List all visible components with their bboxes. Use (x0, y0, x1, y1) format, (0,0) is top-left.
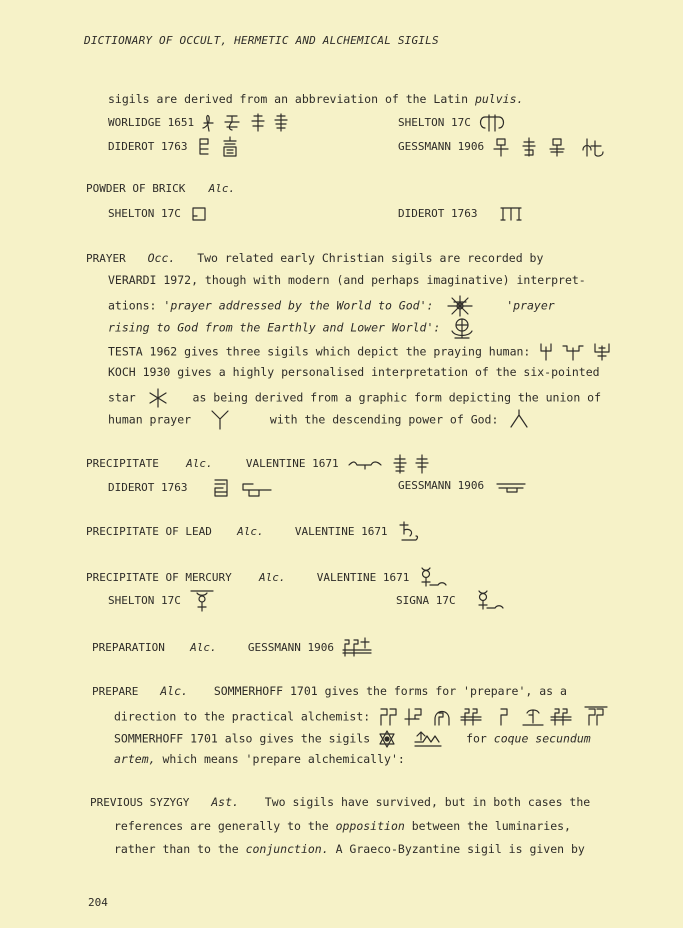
prayer-quote-rising: 'prayer (506, 298, 555, 313)
precipitate-diderot-row (108, 476, 279, 500)
source-diderot: DIDEROT 1763 (108, 481, 188, 494)
syzygy-conjunction: conjunction. (245, 842, 329, 856)
prepare-for-text: for (466, 731, 494, 746)
pulvis-diderot-sigils-icon (194, 136, 254, 158)
pulvis-shelton-row (398, 113, 507, 133)
prayer-world-to-god-sigil-icon (440, 294, 480, 318)
entry-precipitate-of-mercury (86, 566, 452, 590)
term: PREPARE (92, 685, 139, 698)
source-diderot: DIDEROT 1763 (108, 140, 188, 153)
term: POWDER OF BRICK (86, 182, 186, 195)
source-shelton: SHELTON 17C (108, 207, 181, 220)
source-gessmann: GESSMANN 1906 (247, 641, 334, 654)
precipitate-mercury-shelton-sigil-icon (187, 589, 217, 613)
prayer-line-1: Two related early Christian sigils are recorded by (197, 251, 544, 265)
entry-powder-of-brick (86, 181, 235, 197)
prepare-line-1: SOMMERHOFF 1701 gives the forms for 'prepare', as a (213, 684, 567, 698)
entry-preparation (92, 636, 377, 660)
prayer-human-text: human prayer (108, 412, 192, 427)
prayer-line-3-text: ations: (108, 298, 164, 313)
term: PREPARATION (92, 641, 165, 654)
precipitate-mercury-signa-sigil-icon (473, 589, 509, 613)
prayer-line-2: VERARDI 1972, though with modern (and perhaps imaginative) interpret- (108, 273, 586, 287)
powder-of-brick-diderot-row (398, 205, 525, 223)
coque-secundum-sigils-icon (377, 728, 459, 750)
prayer-line-7 (108, 388, 601, 408)
term: PRAYER (86, 252, 126, 265)
entry-prepare (92, 683, 567, 700)
precipitate-mercury-valentine-sigil-icon (416, 566, 452, 590)
pulvis-latin-word: pulvis. (474, 92, 524, 106)
pulvis-intro (108, 91, 523, 107)
source-valentine: VALENTINE 1671 (316, 571, 410, 584)
brick-diderot-sigil-icon (497, 205, 525, 223)
precipitate-valentine-sigils-icon (345, 453, 435, 475)
term: PREVIOUS SYZYGY (90, 796, 190, 809)
entry-prayer (86, 250, 543, 267)
pulvis-worlidge-sigils-icon (201, 113, 297, 133)
precipitate-mercury-shelton-row (108, 589, 217, 613)
pulvis-diderot-row (108, 136, 254, 158)
prayer-testa-text: TESTA 1962 gives three sigils which depict the praying human: (108, 344, 531, 359)
source-valentine: VALENTINE 1671 (245, 457, 339, 470)
syzygy-line-1: Two sigils have survived, but in both cases the (264, 795, 591, 809)
preparation-sigil-icon (341, 636, 377, 660)
prepare-direction-text: direction to the practical alchemist: (114, 709, 371, 724)
prayer-descending-text: with the descending power of God: (269, 412, 499, 427)
prepare-line-4 (114, 751, 405, 767)
category-tag: Occ. (147, 251, 176, 265)
entry-precipitate-of-lead (86, 520, 424, 544)
six-pointed-star-icon (143, 388, 173, 408)
source-gessmann: GESSMANN 1906 (398, 479, 485, 492)
category-tag: Alc. (258, 571, 286, 584)
precipitate-lead-sigil-icon (394, 520, 424, 544)
prayer-rising-sigil-icon (447, 316, 477, 340)
prepare-also-text: SOMMERHOFF 1701 also gives the sigils (114, 731, 371, 746)
prepare-artem-text: artem, (114, 752, 156, 766)
syzygy-text-c: rather than to the (114, 842, 246, 856)
syzygy-line-2 (114, 818, 571, 834)
term: PRECIPITATE OF MERCURY (86, 571, 232, 584)
prayer-quote-world: 'prayer addressed by the World to God': (163, 298, 434, 313)
term: PRECIPITATE OF LEAD (86, 525, 212, 538)
syzygy-text-b: between the luminaries, (404, 819, 571, 833)
prepare-line-3 (114, 728, 591, 750)
syzygy-text-d: A Graeco-Byzantine sigil is given by (328, 842, 585, 856)
prepare-meaning-text: which means 'prepare alchemically': (155, 752, 405, 766)
precipitate-gessmann-sigil-icon (491, 476, 531, 496)
prayer-line-3 (108, 294, 555, 318)
pulvis-shelton-sigil-icon (477, 113, 507, 133)
entry-precipitate (86, 453, 435, 475)
source-valentine: VALENTINE 1671 (294, 525, 388, 538)
source-diderot: DIDEROT 1763 (398, 207, 478, 220)
category-tag: Alc. (208, 182, 236, 195)
source-signa: SIGNA 17C (396, 594, 456, 607)
source-gessmann: GESSMANN 1906 (398, 140, 485, 153)
prayer-line-4 (108, 316, 477, 340)
prayer-line-8 (108, 409, 535, 431)
syzygy-line-3 (114, 841, 585, 857)
precipitate-mercury-signa-row (396, 589, 509, 613)
running-header: DICTIONARY OF OCCULT, HERMETIC AND ALCHEMICAL SIGILS (84, 34, 439, 47)
descending-power-sigil-icon (505, 409, 535, 431)
prayer-line-6: KOCH 1930 gives a highly personalised interpretation of the six-pointed (108, 365, 600, 379)
category-tag: Alc. (186, 457, 213, 470)
praying-human-sigils-icon (537, 342, 621, 362)
prepare-forms-sigils-icon (377, 705, 613, 729)
term: PRECIPITATE (86, 457, 159, 470)
category-tag: Alc. (237, 525, 264, 538)
prepare-latin-text: coque secundum (493, 731, 591, 746)
category-tag: Ast. (211, 795, 239, 809)
source-worlidge: WORLIDGE 1651 (108, 116, 195, 129)
powder-of-brick-shelton-row (108, 205, 211, 223)
prayer-quote-earthly: rising to God from the Earthly and Lower World': (108, 320, 441, 335)
pulvis-intro-text: sigils are derived from an abbreviation of the Latin (108, 92, 475, 106)
category-tag: Alc. (190, 641, 217, 654)
prayer-star-text: star (108, 390, 136, 405)
pulvis-gessmann-sigils-icon (491, 136, 641, 158)
page-number: 204 (88, 896, 108, 909)
human-prayer-sigil-icon (198, 409, 242, 431)
syzygy-text-a: references are generally to the (114, 819, 336, 833)
precipitate-gessmann-row (398, 476, 531, 496)
prayer-union-text: as being derived from a graphic form depicting the union of (192, 390, 602, 405)
source-shelton: SHELTON 17C (108, 594, 181, 607)
source-shelton: SHELTON 17C (398, 116, 471, 129)
prayer-line-5 (108, 342, 621, 362)
pulvis-worlidge-row (108, 113, 297, 133)
prepare-line-2 (114, 705, 613, 729)
syzygy-opposition: opposition (335, 819, 405, 833)
brick-shelton-sigil-icon (187, 205, 211, 223)
pulvis-gessmann-row (398, 136, 641, 158)
category-tag: Alc. (160, 684, 188, 698)
precipitate-diderot-sigils-icon (209, 476, 279, 500)
entry-previous-syzygy (90, 794, 590, 811)
